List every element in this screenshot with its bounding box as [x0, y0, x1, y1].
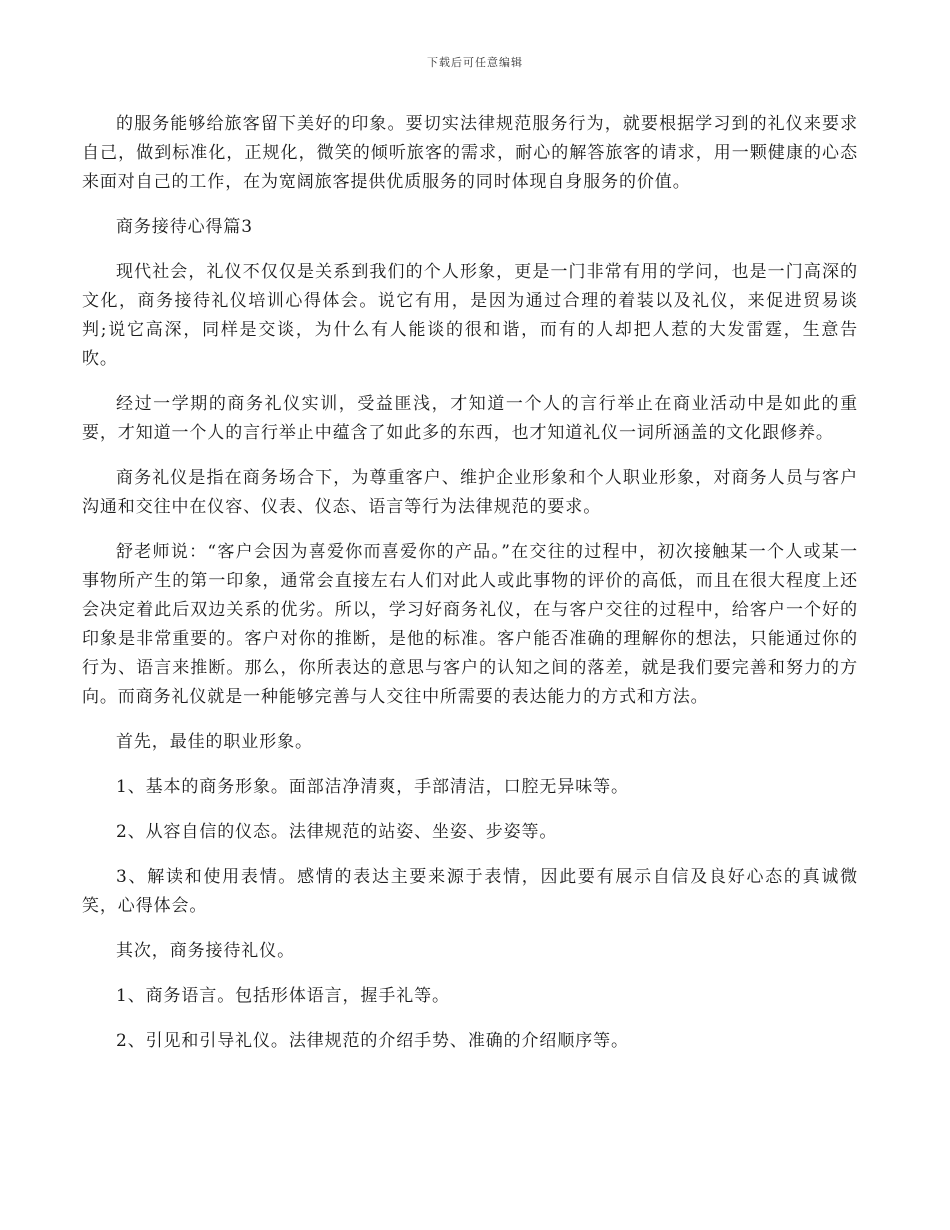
page-header: 下载后可任意编辑	[427, 56, 523, 69]
paragraph: 商务礼仪是指在商务场合下，为尊重客户、维护企业形象和个人职业形象，对商务人员与客户沟通和交往中在仪容、仪表、仪态、语言等行为法律规范的要求。	[82, 468, 858, 517]
list-item: 2、引见和引导礼仪。法律规范的介绍手势、准确的介绍顺序等。	[116, 1031, 629, 1051]
list-item: 1、基本的商务形象。面部洁净清爽，手部清洁，口腔无异味等。	[116, 777, 629, 797]
list-item: 3、解读和使用表情。感情的表达主要来源于表情，因此要有展示自信及良好心态的真诚微笑，心得体会。	[82, 867, 858, 916]
paragraph: 的服务能够给旅客留下美好的印象。要切实法律规范服务行为，就要根据学习到的礼仪来要求自己，做到标准化，正规化，微笑的倾听旅客的需求，耐心的解答旅客的请求，用一颗健康的心态来面对自己的工作，在为宽阔旅客提供优质服务的同时体现自身服务的价值。	[82, 114, 858, 192]
paragraph: 现代社会，礼仪不仅仅是关系到我们的个人形象，更是一门非常有用的学问，也是一门高深的文化，商务接待礼仪培训心得体会。说它有用，是因为通过合理的着装以及礼仪，来促进贸易谈判;说它高深，同样是交谈，为什么有人能谈的很和谐，而有的人却把人惹的大发雷霆，生意告吹。	[82, 262, 858, 369]
paragraph: 舒老师说：“客户会因为喜爱你而喜爱你的产品。”在交往的过程中，初次接触某一个人或某一事物所产生的第一印象，通常会直接左右人们对此人或此事物的评价的高低，而且在很大程度上还会决定着此后双边关系的优劣。所以，学习好商务礼仪，在与客户交往的过程中，给客户一个好的印象是非常重要的。客户对你的推断，是他的标准。客户能否准确的理解你的想法，只能通过你的行为、语言来推断。那么，你所表达的意思与客户的认知之间的落差，就是我们要完善和努力的方向。而商务礼仪就是一种能够完善与人交往中所需要的表达能力的方式和方法。	[82, 542, 858, 707]
paragraph: 其次，商务接待礼仪。	[116, 941, 295, 961]
section-heading: 商务接待心得篇3	[116, 217, 254, 237]
list-item: 2、从容自信的仪态。法律规范的站姿、坐姿、步姿等。	[116, 822, 558, 842]
paragraph: 首先，最佳的职业形象。	[116, 732, 313, 752]
paragraph: 经过一学期的商务礼仪实训，受益匪浅，才知道一个人的言行举止在商业活动中是如此的重要，才知道一个人的言行举止中蕴含了如此多的东西，也才知道礼仪一词所涵盖的文化跟修养。	[82, 394, 858, 443]
list-item: 1、商务语言。包括形体语言，握手礼等。	[116, 986, 450, 1006]
document-body	[82, 110, 858, 1072]
